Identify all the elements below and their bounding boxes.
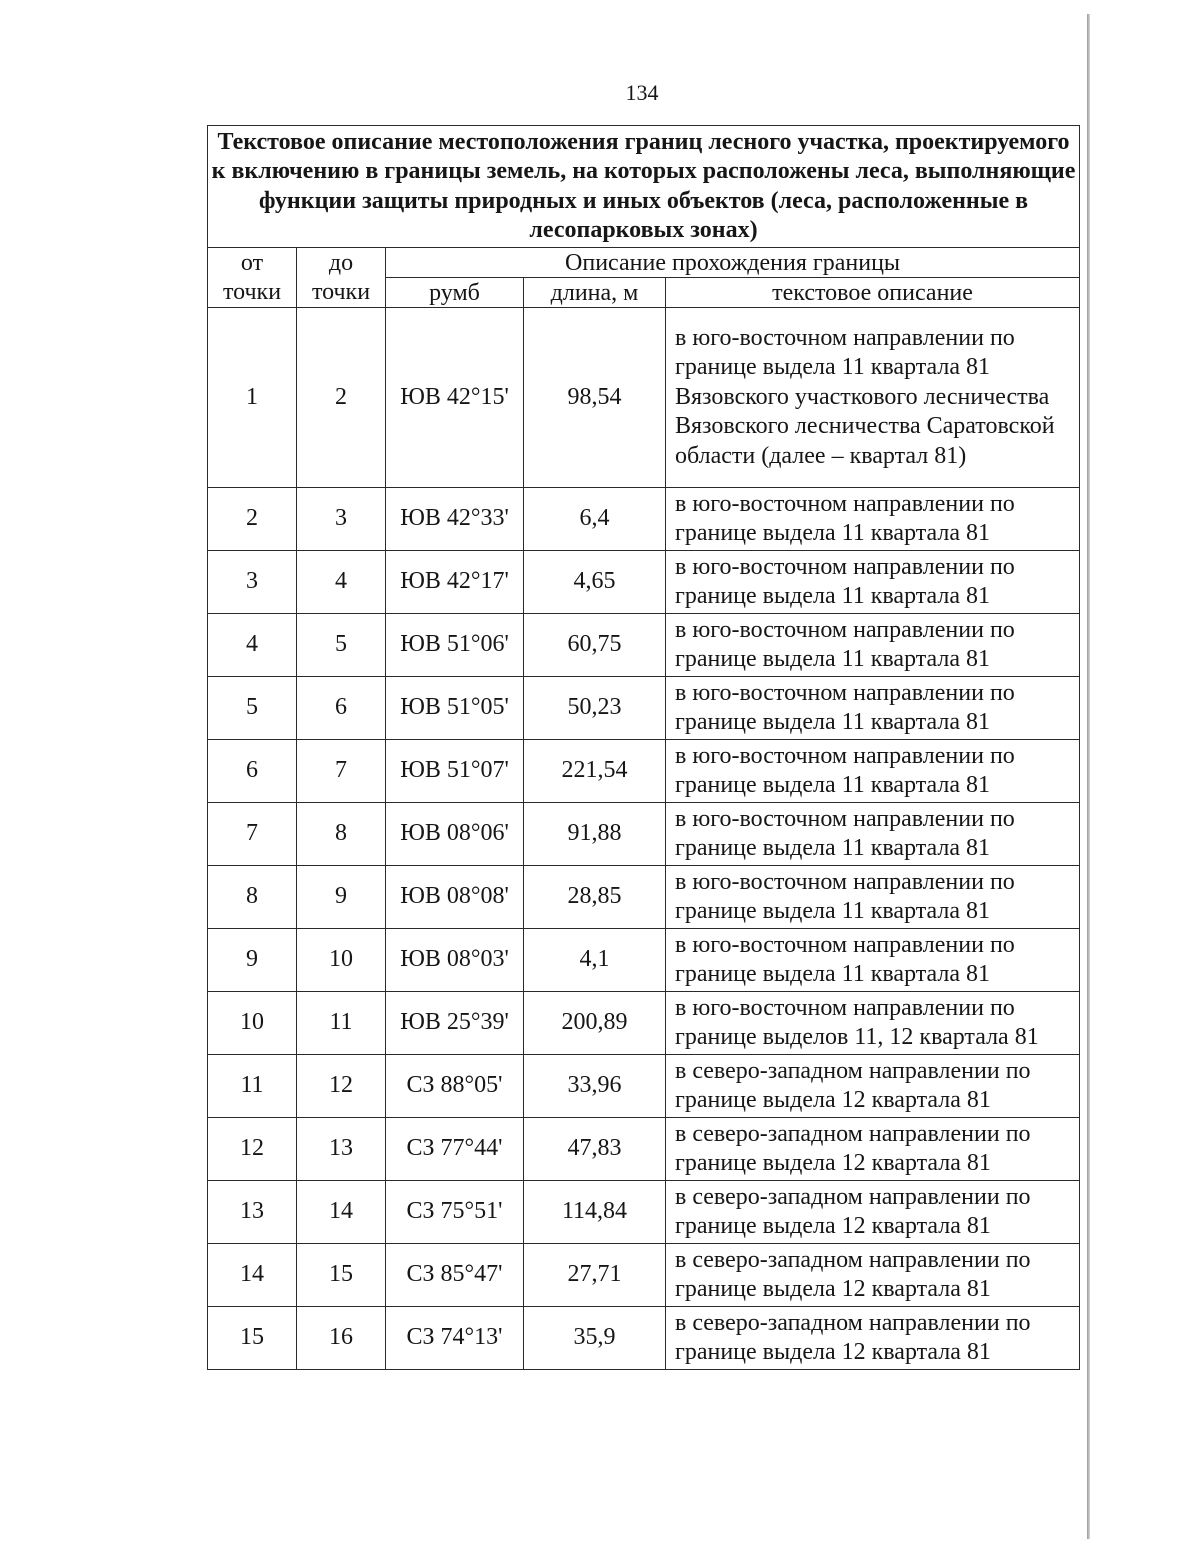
bearing-cell: СЗ 88°05' [386,1055,524,1118]
description-cell: в северо-западном направлении по границе выдела 12 квартала 81 [666,1307,1080,1370]
bearing-cell: СЗ 74°13' [386,1307,524,1370]
bearing-cell: ЮВ 25°39' [386,992,524,1055]
header-length: длина, м [524,278,666,308]
bearing-cell: ЮВ 42°15' [386,308,524,488]
from-point-cell: 5 [208,677,297,740]
header-bearing: румб [386,278,524,308]
table-row [208,803,1080,866]
header-row-1 [208,248,1080,278]
bearing-cell: ЮВ 51°06' [386,614,524,677]
description-cell: в юго-восточном направлении по границе выдела 11 квартала 81 [666,614,1080,677]
table-row [208,551,1080,614]
length-cell: 200,89 [524,992,666,1055]
table-row [208,929,1080,992]
header-description-group: Описание прохождения границы [386,248,1080,278]
description-cell: в юго-восточном направлении по границе выдела 11 квартала 81 [666,488,1080,551]
from-point-cell: 12 [208,1118,297,1181]
from-point-cell: 6 [208,740,297,803]
length-cell: 4,65 [524,551,666,614]
description-cell: в юго-восточном направлении по границе выдела 11 квартала 81 [666,677,1080,740]
to-point-cell: 3 [297,488,386,551]
to-point-cell: 14 [297,1181,386,1244]
from-point-cell: 4 [208,614,297,677]
boundary-table [207,125,1080,1370]
bearing-cell: ЮВ 08°06' [386,803,524,866]
description-cell: в северо-западном направлении по границе выдела 12 квартала 81 [666,1118,1080,1181]
table-row [208,1244,1080,1307]
from-point-cell: 11 [208,1055,297,1118]
from-point-cell: 9 [208,929,297,992]
to-point-cell: 4 [297,551,386,614]
length-cell: 35,9 [524,1307,666,1370]
length-cell: 114,84 [524,1181,666,1244]
table-row [208,1055,1080,1118]
table-row [208,488,1080,551]
from-point-cell: 10 [208,992,297,1055]
to-point-cell: 16 [297,1307,386,1370]
to-point-cell: 11 [297,992,386,1055]
from-point-cell: 8 [208,866,297,929]
to-point-cell: 10 [297,929,386,992]
to-point-cell: 9 [297,866,386,929]
table-row [208,1307,1080,1370]
from-point-cell: 7 [208,803,297,866]
to-point-cell: 2 [297,308,386,488]
table-row [208,866,1080,929]
to-point-cell: 6 [297,677,386,740]
table-row [208,677,1080,740]
table-row [208,308,1080,488]
description-cell: в юго-восточном направлении по границе выдела 11 квартала 81 [666,866,1080,929]
header-from-point: от точки [208,248,297,308]
bearing-cell: СЗ 85°47' [386,1244,524,1307]
to-point-cell: 12 [297,1055,386,1118]
table-title: Текстовое описание местоположения границ лесного участка, проектируемого к включению в границы земель, на которых расположены леса, выполняющие функции защиты природных и иных объектов (леса, расположенные в лесопарковых зонах) [208,126,1080,248]
bearing-cell: ЮВ 51°07' [386,740,524,803]
from-point-cell: 15 [208,1307,297,1370]
length-cell: 60,75 [524,614,666,677]
table-title-row [208,126,1080,248]
to-point-cell: 8 [297,803,386,866]
length-cell: 4,1 [524,929,666,992]
description-cell: в юго-восточном направлении по границе выдела 11 квартала 81 Вязовского участкового лесничества Вязовского лесничества Саратовской области (далее – квартал 81) [666,308,1080,488]
description-cell: в северо-западном направлении по границе выдела 12 квартала 81 [666,1244,1080,1307]
to-point-cell: 15 [297,1244,386,1307]
length-cell: 91,88 [524,803,666,866]
description-cell: в юго-восточном направлении по границе выдела 11 квартала 81 [666,551,1080,614]
header-text-description: текстовое описание [666,278,1080,308]
description-cell: в юго-восточном направлении по границе выделов 11, 12 квартала 81 [666,992,1080,1055]
description-cell: в юго-восточном направлении по границе выдела 11 квартала 81 [666,929,1080,992]
length-cell: 6,4 [524,488,666,551]
length-cell: 50,23 [524,677,666,740]
table-row [208,1181,1080,1244]
table-row [208,992,1080,1055]
table-row [208,1118,1080,1181]
to-point-cell: 13 [297,1118,386,1181]
from-point-cell: 14 [208,1244,297,1307]
to-point-cell: 7 [297,740,386,803]
bearing-cell: ЮВ 42°17' [386,551,524,614]
bearing-cell: ЮВ 08°03' [386,929,524,992]
bearing-cell: ЮВ 08°08' [386,866,524,929]
from-point-cell: 2 [208,488,297,551]
table-row [208,614,1080,677]
table-row [208,740,1080,803]
description-cell: в северо-западном направлении по границе выдела 12 квартала 81 [666,1181,1080,1244]
from-point-cell: 3 [208,551,297,614]
bearing-cell: СЗ 77°44' [386,1118,524,1181]
length-cell: 33,96 [524,1055,666,1118]
bearing-cell: ЮВ 51°05' [386,677,524,740]
to-point-cell: 5 [297,614,386,677]
description-cell: в юго-восточном направлении по границе выдела 11 квартала 81 [666,740,1080,803]
length-cell: 98,54 [524,308,666,488]
description-cell: в юго-восточном направлении по границе выдела 11 квартала 81 [666,803,1080,866]
length-cell: 28,85 [524,866,666,929]
scan-edge-line [1087,14,1090,1539]
bearing-cell: СЗ 75°51' [386,1181,524,1244]
header-to-point: до точки [297,248,386,308]
length-cell: 47,83 [524,1118,666,1181]
page-number: 134 [625,80,659,105]
description-cell: в северо-западном направлении по границе выдела 12 квартала 81 [666,1055,1080,1118]
bearing-cell: ЮВ 42°33' [386,488,524,551]
from-point-cell: 13 [208,1181,297,1244]
length-cell: 27,71 [524,1244,666,1307]
from-point-cell: 1 [208,308,297,488]
length-cell: 221,54 [524,740,666,803]
